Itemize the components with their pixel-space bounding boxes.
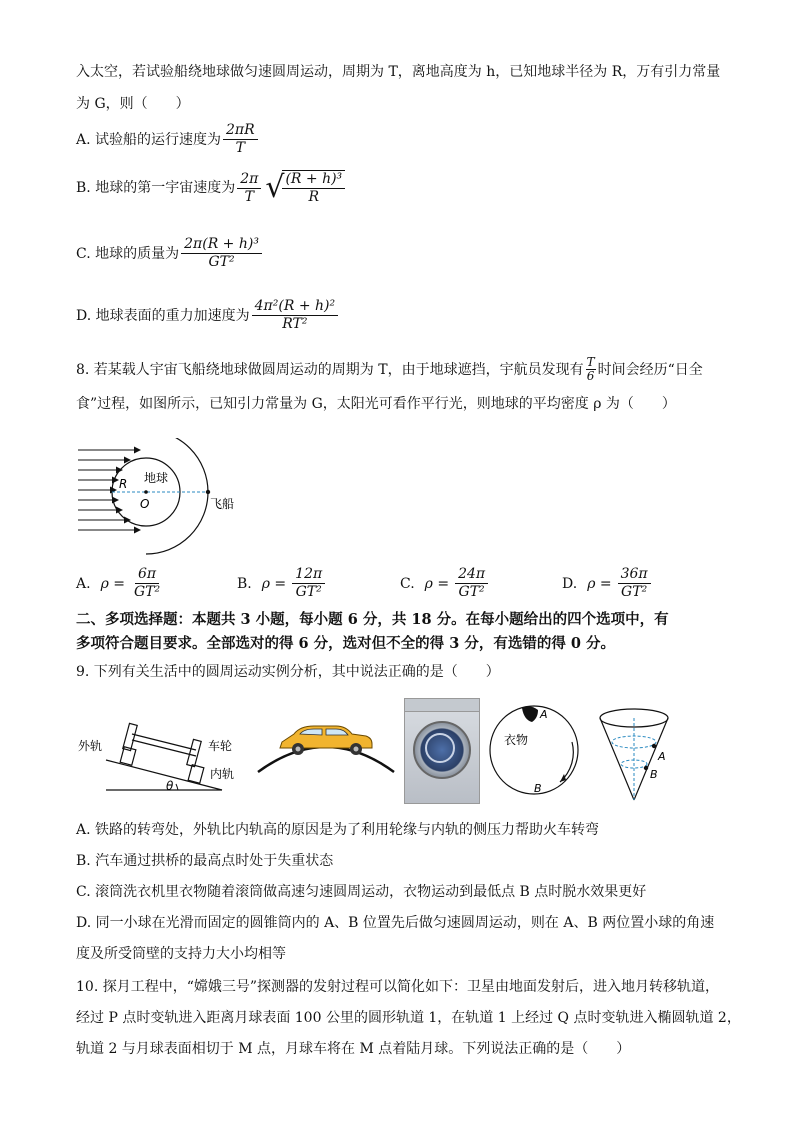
fraction-numerator: 2π — [237, 171, 261, 189]
fraction-denominator: T — [235, 140, 246, 156]
fraction-numerator: (R + h)³ — [282, 171, 345, 189]
option-letter: C. — [400, 575, 415, 592]
option-fraction — [131, 566, 163, 601]
fraction-numerator: 4π²(R + h)² — [252, 298, 338, 316]
q9-option-d-line1: D. 同一小球在光滑而固定的圆锥筒内的 A、B 位置先后做匀速圆周运动，则在 A、B 两位置小球的角速 — [76, 915, 715, 931]
q7-option-a — [76, 122, 260, 157]
fraction-denominator: R — [308, 189, 320, 205]
option-fraction — [292, 566, 325, 601]
wheel-label: 车轮 — [208, 739, 233, 753]
fraction-denominator: T — [244, 188, 254, 205]
theta-label: θ — [166, 779, 174, 793]
fraction-denominator: GT² — [458, 584, 485, 600]
q9-stem: 9. 下列有关生活中的圆周运动实例分析，其中说法正确的是（ ） — [76, 664, 500, 680]
q10-stem-line2: 经过 P 点时变轨进入距离月球表面 100 公里的圆形轨道 1，在轨道 1 上经过 Q 点时变轨进入椭圆轨道 2， — [76, 1010, 741, 1026]
fraction-numerator: 6π — [135, 566, 159, 584]
fraction-denominator: GT² — [295, 584, 322, 600]
q8-option-a — [76, 566, 165, 601]
earth-label: 地球 — [144, 471, 169, 485]
q7-option-a-label: A. 试验船的运行速度为 — [76, 131, 222, 148]
option-letter: A. — [76, 575, 91, 592]
section2-heading-line2: 多项符合题目要求。全部选对的得 6 分，选对但不全的得 3 分，有选错的得 0 分。 — [76, 635, 616, 652]
q7-option-b-label: B. 地球的第一宇宙速度为 — [76, 180, 236, 196]
option-fraction — [455, 566, 488, 601]
arched-bridge — [258, 747, 394, 772]
drum-point-a-label: A — [540, 708, 548, 721]
center-dot — [144, 490, 148, 494]
orbit-arc — [146, 438, 208, 554]
drum-clothes-figure — [488, 700, 586, 800]
sqrt-radical-icon: √ — [265, 170, 285, 205]
outer-rail-label: 外轨 — [78, 739, 103, 753]
q7-option-c-fraction — [181, 236, 262, 271]
q7-option-b-radicand — [282, 170, 345, 206]
center-label: O — [140, 497, 150, 511]
q9-option-d-line2: 度及所受筒壁的支持力大小均相等 — [76, 946, 286, 962]
q7-option-a-fraction — [223, 122, 258, 157]
clothes-label: 衣物 — [504, 733, 529, 747]
fraction-numerator: T — [586, 355, 595, 369]
q7-option-c-label: C. 地球的质量为 — [76, 245, 180, 262]
fraction-denominator: GT² — [621, 584, 648, 600]
fraction-denominator: GT² — [133, 584, 161, 600]
fraction-numerator: 24π — [455, 566, 488, 584]
q8-option-c — [400, 566, 490, 601]
q8-eclipse-figure — [76, 438, 266, 562]
q8-stem-fraction — [586, 356, 596, 383]
q7-option-b-coefficient — [237, 171, 261, 206]
q9-option-b: B. 汽车通过拱桥的最高点时处于失重状态 — [76, 853, 334, 869]
fraction-denominator: RT² — [282, 316, 308, 332]
rho-equals: ρ = — [424, 575, 450, 592]
option-letter: B. — [237, 575, 252, 592]
car-bridge-figure — [256, 712, 396, 774]
q7-stem-line2: 为 G，则（ ） — [76, 96, 190, 112]
fraction-numerator: 2πR — [223, 122, 258, 140]
cone-point-a-label: A — [658, 750, 666, 763]
fraction-denominator: GT² — [208, 254, 235, 270]
rail-curve-figure — [76, 698, 246, 798]
option-fraction — [618, 566, 651, 601]
rho-equals: ρ = — [587, 575, 612, 592]
fraction-denominator: 6 — [586, 369, 595, 383]
q8-stem-line2: 食”过程，如图所示，已知引力常量为 G，太阳光可看作平行光，则地球的平均密度 ρ 为（ ） — [76, 396, 676, 412]
rotation-arrow — [560, 742, 573, 782]
q8-stem-line1 — [76, 356, 703, 383]
washing-machine-image — [404, 698, 480, 804]
q7-option-c — [76, 236, 264, 271]
car-icon — [280, 726, 372, 755]
rho-equals: ρ = — [100, 575, 125, 592]
q7-stem-line1: 入太空，若试验船绕地球做匀速圆周运动，周期为 T，离地高度为 h，已知地球半径为 R，万有引力常量 — [76, 64, 721, 80]
q7-option-d — [76, 298, 340, 333]
ship-dot — [206, 490, 210, 494]
q9-option-a: A. 铁路的转弯处，外轨比内轨高的原因是为了利用轮缘与内轨的侧压力帮助火车转弯 — [76, 822, 600, 838]
rho-equals: ρ = — [261, 575, 287, 592]
fraction-numerator: 12π — [292, 566, 325, 584]
q7-option-b — [76, 170, 347, 206]
q9-option-c: C. 滚筒洗衣机里衣物随着滚筒做高速匀速圆周运动，衣物运动到最低点 B 点时脱水效果更好 — [76, 884, 647, 900]
q8-stem-part-b: 时间会经历“日全 — [597, 361, 703, 378]
q8-option-b — [237, 566, 327, 601]
clothes-blob — [522, 706, 538, 722]
fraction-numerator: 36π — [618, 566, 651, 584]
q10-stem-line3: 轨道 2 与月球表面相切于 M 点，月球车将在 M 点着陆月球。下列说法正确的是（ ） — [76, 1041, 631, 1057]
fraction-numerator: 2π(R + h)³ — [181, 236, 262, 254]
q8-stem-part-a: 8. 若某载人宇宙飞船绕地球做圆周运动的周期为 T，由于地球遮挡，宇航员发现有 — [76, 361, 584, 378]
ship-label: 飞船 — [210, 497, 235, 511]
radius-label: R — [119, 477, 128, 491]
cone-point-b-label: B — [650, 768, 658, 781]
q8-option-d — [562, 566, 653, 601]
q10-stem-line1: 10. 探月工程中，“嫦娥三号”探测器的发射过程可以简化如下：卫星由地面发射后，进入地月转移轨道， — [76, 979, 720, 995]
drum-point-b-label: B — [534, 782, 542, 795]
option-letter: D. — [562, 575, 578, 592]
inner-rail-label: 内轨 — [210, 767, 235, 781]
cone-figure — [598, 706, 676, 802]
q7-option-d-fraction — [252, 298, 338, 333]
q7-option-d-label: D. 地球表面的重力加速度为 — [76, 307, 250, 324]
section2-heading-line1: 二、多项选择题：本题共 3 小题，每小题 6 分，共 18 分。在每小题给出的四个选项中，有 — [76, 611, 669, 628]
